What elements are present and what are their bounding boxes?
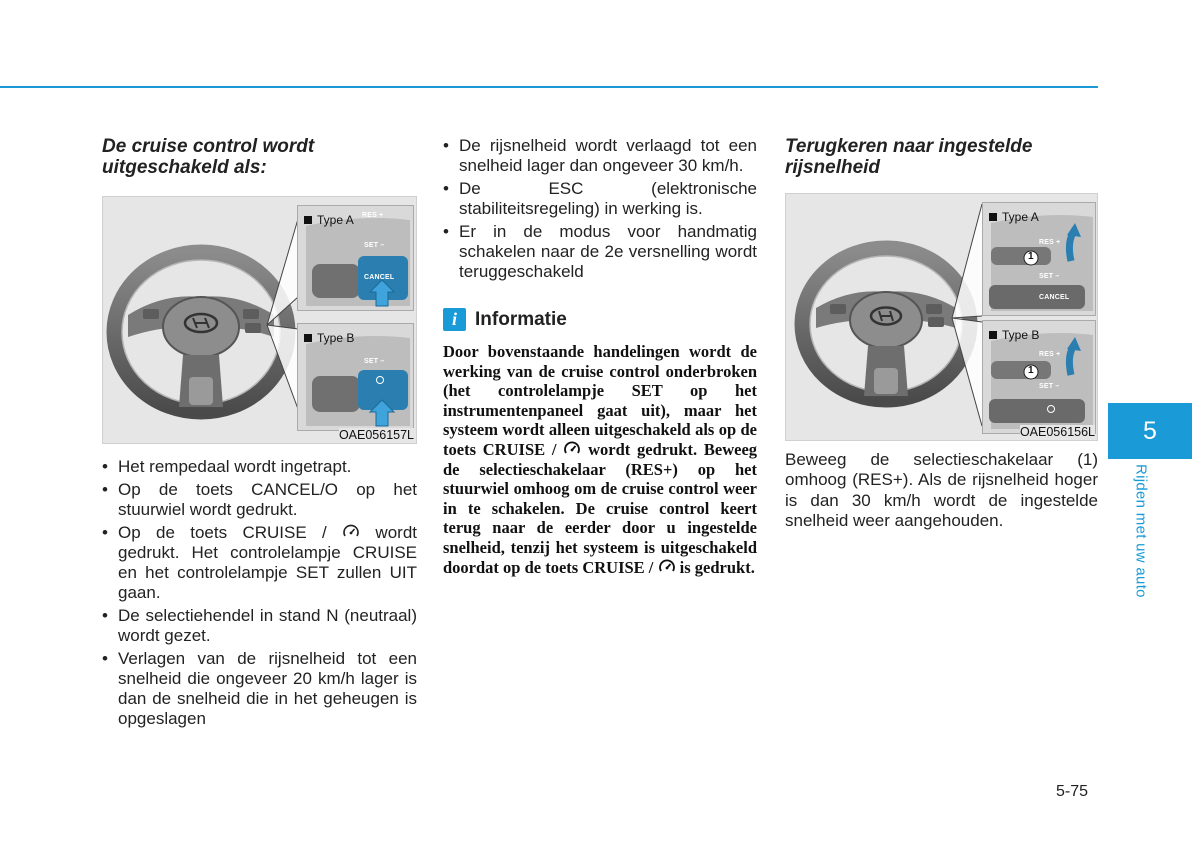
res-label: RES +	[1039, 351, 1061, 358]
steering-wheel-figure-cancel	[102, 196, 417, 444]
type-b-label: Type B	[304, 331, 354, 345]
list-item: • De rijsnelheid wordt verlaagd tot een snelheid lager dan ongeveer 30 km/h.	[443, 136, 757, 176]
callout-number: 1	[1028, 365, 1034, 376]
page-number: 5-75	[1056, 783, 1089, 800]
callout-number: 1	[1028, 251, 1034, 262]
set-label: SET –	[364, 358, 385, 365]
disengage-list-continued	[443, 136, 757, 282]
info-text: is gedrukt.	[679, 557, 755, 577]
info-text: Door bovenstaande handelingen wordt de werking van de cruise control onderbroken (het controlelampje SET op het instrumentenpaneel gaat uit), maar het systeem wordt alleen uitgeschakeld als op de toets CRUISE /	[443, 342, 757, 459]
info-text: wordt gedrukt. Beweeg de selectieschakelaar (RES+) op het stuurwiel omhoog om de cruise control weer in te schakelen. De cruise control keert terug naar de eerder door u ingestelde snelheid, tenzij het systeem is uitgeschakeld doordat op de toets CRUISE /	[443, 439, 758, 577]
top-rule	[0, 86, 1098, 88]
inset-type-a	[297, 205, 414, 311]
list-item: • De ESC (elektronische stabiliteitsregeling) in werking is.	[443, 179, 757, 219]
info-body	[443, 342, 757, 577]
cruise-icon	[342, 523, 360, 541]
list-item: • Er in de modus voor handmatig schakelen naar de 2e versnelling wordt teruggeschakeld	[443, 222, 757, 282]
chapter-tab: 5	[1108, 403, 1192, 459]
info-icon: i	[443, 308, 466, 331]
set-label: SET –	[1039, 383, 1060, 390]
steering-wheel-figure-resume	[785, 193, 1098, 441]
list-item: • Op de toets CANCEL/O op het stuurwiel wordt gedrukt.	[102, 480, 417, 520]
inset-type-a	[982, 202, 1096, 316]
type-b-label: Type B	[989, 328, 1039, 342]
list-item-text: wordt gedrukt. Het controlelampje CRUISE en het controlelampje SET zullen UIT gaan.	[118, 523, 417, 602]
info-title: Informatie	[475, 308, 567, 330]
heading-line: uitgeschakeld als:	[102, 157, 267, 178]
inset-type-b	[982, 320, 1096, 434]
figure-code: OAE056156L	[1019, 425, 1095, 439]
heading-line: Terugkeren naar ingestelde	[785, 136, 1033, 157]
column-left	[102, 136, 417, 732]
cancel-label: CANCEL	[364, 274, 395, 281]
list-item: • De selectiehendel in stand N (neutraal) wordt gezet.	[102, 606, 417, 646]
info-header	[443, 308, 757, 331]
set-label: SET –	[1039, 273, 1060, 280]
list-item: • Verlagen van de rijsnelheid tot een snelheid die ongeveer 20 km/h lager is dan de snelheid die in het geheugen is opgeslagen	[102, 649, 417, 729]
res-label: RES +	[362, 212, 384, 219]
side-title-text: Rijden met uw auto	[1132, 464, 1150, 598]
resume-body-text: Beweeg de selectieschakelaar (1) omhoog (RES+). Als de rijsnelheid hoger is dan 30 km/h wordt de ingestelde snelheid weer aangehouden.	[785, 450, 1098, 530]
section-heading-resume	[785, 136, 1098, 178]
section-heading-disengage	[102, 136, 417, 178]
side-title	[1131, 464, 1151, 624]
list-item-text: Op de toets CRUISE /	[118, 523, 327, 542]
heading-line: rijsnelheid	[785, 157, 881, 178]
cruise-icon	[563, 440, 581, 458]
set-label: SET –	[364, 242, 385, 249]
disengage-list	[102, 457, 417, 729]
cancel-label: CANCEL	[1039, 294, 1070, 301]
column-right	[785, 136, 1098, 531]
inset-type-b	[297, 323, 414, 431]
list-item: • Het rempedaal wordt ingetrapt.	[102, 457, 417, 477]
type-a-label: Type A	[989, 210, 1039, 224]
column-middle	[443, 136, 757, 577]
res-label: RES +	[1039, 239, 1061, 246]
figure-code: OAE056157L	[338, 428, 414, 442]
type-a-label: Type A	[304, 213, 354, 227]
cruise-icon	[658, 558, 676, 576]
heading-line: De cruise control wordt	[102, 136, 315, 157]
list-item	[102, 523, 417, 603]
